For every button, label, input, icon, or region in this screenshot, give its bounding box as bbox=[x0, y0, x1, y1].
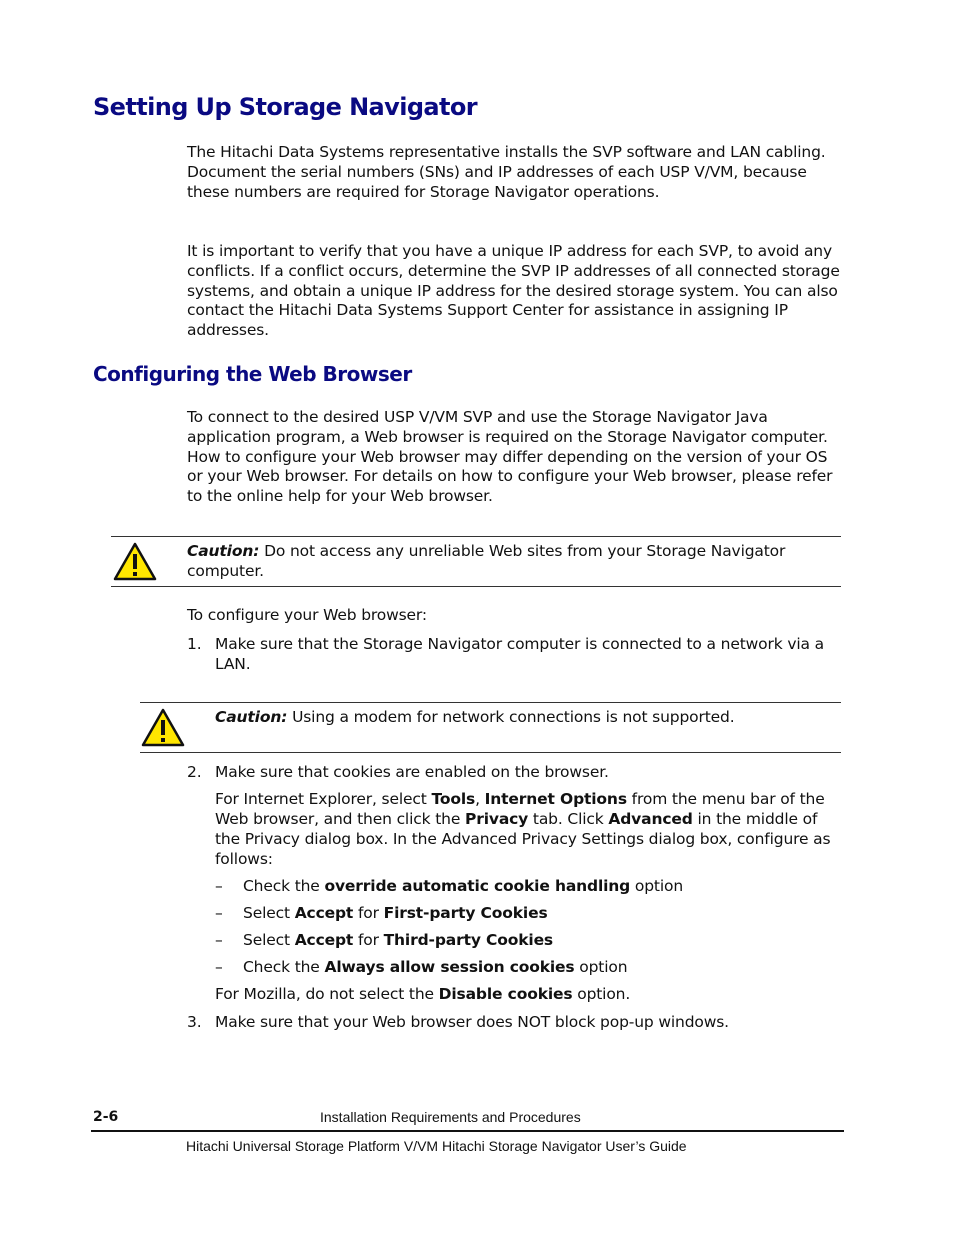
mozilla-note: For Mozilla, do not select the Disable cookies option. bbox=[215, 985, 631, 1003]
caution-label: Caution: bbox=[215, 708, 288, 726]
footer-section-number: 2-6 bbox=[93, 1109, 119, 1125]
warning-icon bbox=[140, 707, 186, 749]
dash-bullet: – bbox=[215, 904, 223, 922]
intro-paragraph-1: The Hitachi Data Systems representative installs the SVP software and LAN cabling. Document the serial numbers (SNs) and IP addresses of each USP V/VM, because these numbers are required for Storage Navigator operations. bbox=[187, 143, 826, 201]
dash-bullet: – bbox=[215, 958, 223, 976]
page-title: Setting Up Storage Navigator bbox=[93, 93, 477, 121]
ie-instructions: For Internet Explorer, select Tools, Internet Options from the menu bar of the Web browser, and then click the Privacy tab. Click Advanced in the middle of the Privacy dialog box. In the Advanced Privacy Settings dialog box, configure as follows: bbox=[215, 790, 831, 868]
warning-icon bbox=[112, 541, 158, 583]
step-number: 3. bbox=[187, 1013, 202, 1031]
footer-chapter-title: Installation Requirements and Procedures bbox=[320, 1109, 581, 1125]
intro-paragraph-2: It is important to verify that you have a unique IP address for each SVP, to avoid any conflicts. If a conflict occurs, determine the SVP IP addresses of all connected storage systems, and obtain a unique IP address for the desired storage system. You can also contact the Hitachi Data Systems Support Center for assistance in assigning IP addresses. bbox=[187, 242, 840, 340]
sub-item: Check the Always allow session cookies option bbox=[243, 958, 628, 976]
sub-item: Select Accept for Third-party Cookies bbox=[243, 931, 554, 949]
caution-text: Do not access any unreliable Web sites from your Storage Navigator computer. bbox=[187, 542, 786, 580]
caution-label: Caution: bbox=[187, 542, 260, 560]
footer-book-title: Hitachi Universal Storage Platform V/VM Hitachi Storage Navigator User’s Guide bbox=[186, 1138, 687, 1154]
step-text: Make sure that your Web browser does NOT block pop-up windows. bbox=[215, 1013, 729, 1031]
sub-item: Check the override automatic cookie handling option bbox=[243, 877, 684, 895]
step-number: 2. bbox=[187, 763, 202, 781]
section-subtitle: Configuring the Web Browser bbox=[93, 362, 412, 386]
caution-top-rule bbox=[140, 702, 841, 703]
caution-box-1 bbox=[187, 541, 842, 581]
caution-top-rule bbox=[111, 536, 841, 537]
configure-intro: To configure your Web browser: bbox=[187, 606, 427, 624]
footer-rule bbox=[91, 1130, 844, 1132]
sub-item: Select Accept for First-party Cookies bbox=[243, 904, 548, 922]
caution-bottom-rule bbox=[140, 752, 841, 753]
step-text: Make sure that cookies are enabled on the browser. bbox=[215, 763, 609, 781]
caution-box-2 bbox=[215, 707, 840, 727]
caution-bottom-rule bbox=[111, 586, 841, 587]
caution-text: Using a modem for network connections is not supported. bbox=[292, 708, 735, 726]
browser-paragraph: To connect to the desired USP V/VM SVP and use the Storage Navigator Java application program, a Web browser is required on the Storage Navigator computer. How to configure your Web browser may differ depending on the version of your OS or your Web browser. For details on how to configure your Web browser, please refer to the online help for your Web browser. bbox=[187, 408, 833, 506]
dash-bullet: – bbox=[215, 877, 223, 895]
step-number: 1. bbox=[187, 635, 202, 653]
dash-bullet: – bbox=[215, 931, 223, 949]
step-text: Make sure that the Storage Navigator computer is connected to a network via a LAN. bbox=[215, 635, 824, 673]
